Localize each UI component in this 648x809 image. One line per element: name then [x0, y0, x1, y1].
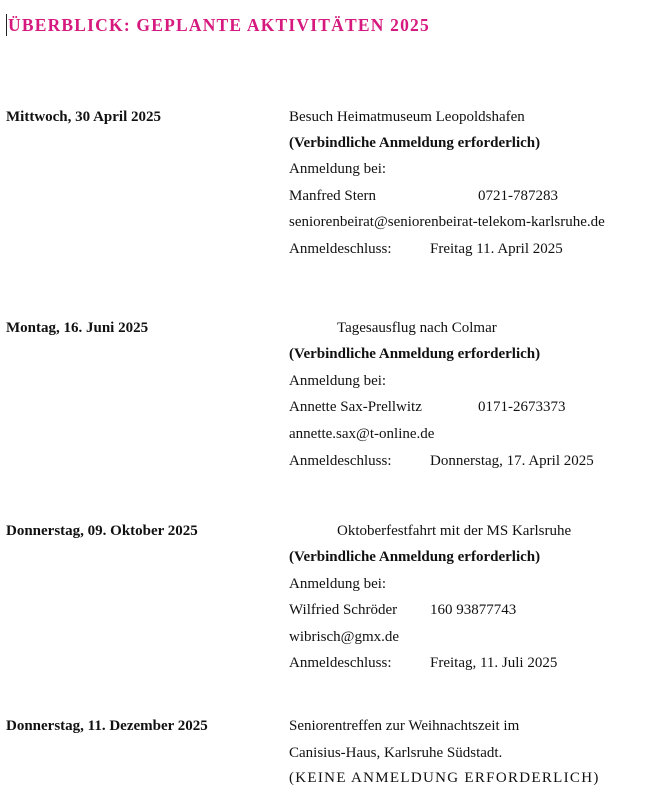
event-3-contact-phone: 160 93877743	[430, 602, 517, 618]
event-2-contact-email: annette.sax@t-online.de	[289, 426, 435, 442]
event-2-date: Montag, 16. Juni 2025	[6, 320, 149, 336]
event-3-deadline-label: Anmeldeschluss:	[289, 655, 392, 671]
event-1-contact-email: seniorenbeirat@seniorenbeirat-telekom-karlsruhe.de	[289, 214, 605, 230]
event-1-date: Mittwoch, 30 April 2025	[6, 109, 161, 125]
event-1-registration-label: Anmeldung bei:	[289, 161, 387, 177]
event-1-contact-name: Manfred Stern	[289, 188, 377, 204]
event-4-note: (KEINE ANMELDUNG ERFORDERLICH)	[289, 770, 600, 786]
event-2-contact-name: Annette Sax-Prellwitz	[289, 399, 422, 415]
event-3-contact-email: wibrisch@gmx.de	[289, 629, 400, 645]
page-title: ÜBERBLICK: GEPLANTE AKTIVITÄTEN 2025	[8, 15, 430, 35]
event-2-deadline: Donnerstag, 17. April 2025	[430, 453, 594, 469]
event-1-deadline-label: Anmeldeschluss:	[289, 241, 392, 257]
event-2-requirement: (Verbindliche Anmeldung erforderlich)	[289, 346, 541, 362]
event-3-requirement: (Verbindliche Anmeldung erforderlich)	[289, 549, 541, 565]
event-4-date: Donnerstag, 11. Dezember 2025	[6, 718, 208, 734]
event-2-activity: Tagesausflug nach Colmar	[337, 320, 497, 336]
text-cursor	[6, 14, 7, 36]
event-2-deadline-label: Anmeldeschluss:	[289, 453, 392, 469]
event-2-registration-label: Anmeldung bei:	[289, 373, 387, 389]
event-3-registration-label: Anmeldung bei:	[289, 576, 387, 592]
event-4-activity: Seniorentreffen zur Weihnachtszeit im	[289, 718, 520, 734]
event-1-requirement: (Verbindliche Anmeldung erforderlich)	[289, 135, 541, 151]
event-1-contact-phone: 0721-787283	[478, 188, 558, 204]
event-1-deadline: Freitag 11. April 2025	[430, 241, 563, 257]
event-2-contact-phone: 0171-2673373	[478, 399, 566, 415]
event-3-deadline: Freitag, 11. Juli 2025	[430, 655, 558, 671]
event-3-activity: Oktoberfestfahrt mit der MS Karlsruhe	[337, 523, 572, 539]
event-1-activity: Besuch Heimatmuseum Leopoldshafen	[289, 109, 525, 125]
event-3-contact-name: Wilfried Schröder	[289, 602, 398, 618]
event-4-location: Canisius-Haus, Karlsruhe Südstadt.	[289, 745, 503, 761]
event-3-date: Donnerstag, 09. Oktober 2025	[6, 523, 198, 539]
